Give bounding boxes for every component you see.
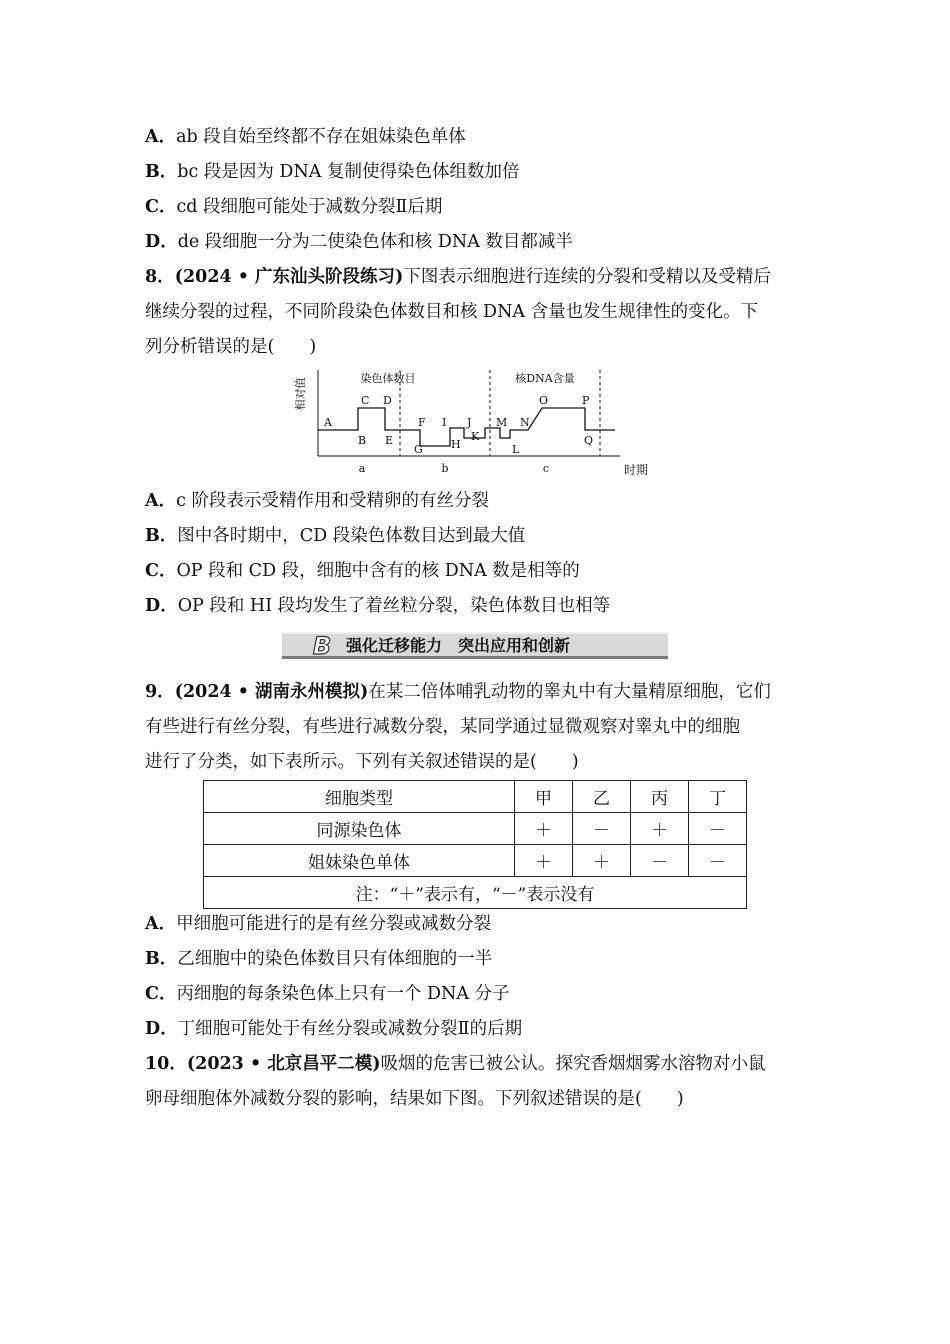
point-label: H bbox=[451, 438, 461, 451]
q8-stem-line-2: 继续分裂的过程，不同阶段染色体数目和核 DNA 含量也发生规律性的变化。下 bbox=[145, 302, 759, 322]
table-cell: ＋ bbox=[515, 813, 573, 845]
question-source: (2024 • 广东汕头阶段练习) bbox=[174, 267, 404, 287]
section-banner bbox=[282, 628, 668, 662]
stage-label: c bbox=[542, 462, 550, 475]
option-text: 丁细胞可能处于有丝分裂或减数分裂Ⅱ的后期 bbox=[177, 1019, 523, 1039]
point-label: D bbox=[383, 394, 392, 407]
point-label: K bbox=[471, 430, 480, 443]
point-label: N bbox=[520, 416, 530, 429]
q9-option-b: B．乙细胞中的染色体数目只有体细胞的一半 bbox=[145, 949, 493, 969]
banner-underline bbox=[282, 656, 668, 659]
q9-option-d: D．丁细胞可能处于有丝分裂或减数分裂Ⅱ的后期 bbox=[145, 1019, 523, 1039]
point-label: A bbox=[324, 416, 332, 429]
table-note: 注：“＋”表示有，“－”表示没有 bbox=[204, 877, 747, 909]
point-label: J bbox=[467, 416, 472, 429]
q7-option-c: C．cd 段细胞可能处于减数分裂Ⅱ后期 bbox=[145, 197, 443, 217]
table-cell: － bbox=[573, 813, 631, 845]
stage-label: a bbox=[358, 462, 366, 475]
option-text: 图中各时期中，CD 段染色体数目达到最大值 bbox=[177, 526, 526, 546]
point-label: B bbox=[358, 434, 367, 447]
table-note-row bbox=[204, 877, 747, 909]
point-label: L bbox=[512, 443, 520, 456]
title-right: 核DNA含量 bbox=[515, 372, 575, 385]
option-text: 乙细胞中的染色体数目只有体细胞的一半 bbox=[177, 949, 493, 969]
question-number: 9． bbox=[145, 682, 175, 702]
point-label: M bbox=[496, 416, 508, 429]
point-label: I bbox=[442, 416, 447, 429]
q9-stem-line-2: 有些进行有丝分裂，有些进行减数分裂，某同学通过显微观察对睾丸中的细胞 bbox=[145, 717, 740, 737]
option-key: C bbox=[145, 561, 159, 581]
table-cell: 姐妹染色单体 bbox=[204, 845, 515, 877]
q9-stem-line-3: 进行了分类，如下表所示。下列有关叙述错误的是( ) bbox=[145, 752, 579, 772]
option-key: B bbox=[145, 949, 160, 969]
table-header-row bbox=[204, 781, 747, 813]
banner-topline bbox=[282, 632, 668, 634]
cell-type-table bbox=[203, 780, 747, 909]
option-text: 甲细胞可能进行的是有丝分裂或减数分裂 bbox=[176, 914, 492, 934]
q8-stem-line-3: 列分析错误的是( ) bbox=[145, 337, 317, 357]
y-axis-label: 相对值 bbox=[294, 377, 307, 411]
option-key: B bbox=[145, 526, 160, 546]
chromosome-dna-figure bbox=[290, 364, 660, 480]
option-key: B bbox=[145, 162, 160, 182]
banner-letter: B bbox=[312, 632, 332, 660]
table-cell: － bbox=[689, 845, 747, 877]
option-key: C bbox=[145, 197, 159, 217]
point-label: F bbox=[418, 416, 426, 429]
point-label: P bbox=[582, 394, 590, 407]
q7-option-d: D．de 段细胞一分为二使染色体和核 DNA 数目都减半 bbox=[145, 232, 573, 252]
option-key: D bbox=[145, 232, 161, 252]
option-text: de 段细胞一分为二使染色体和核 DNA 数目都减半 bbox=[177, 232, 573, 252]
table-header-cell: 丁 bbox=[689, 781, 747, 813]
point-label: C bbox=[361, 394, 370, 407]
stage-label: b bbox=[441, 462, 449, 475]
stem-text: 下图表示细胞进行连续的分裂和受精以及受精后 bbox=[403, 267, 771, 287]
q8-option-a: A．c 阶段表示受精作用和受精卵的有丝分裂 bbox=[145, 491, 489, 511]
table-cell: 同源染色体 bbox=[204, 813, 515, 845]
table-cell: ＋ bbox=[573, 845, 631, 877]
option-text: OP 段和 HI 段均发生了着丝粒分裂，染色体数目也相等 bbox=[177, 596, 611, 616]
table-cell: ＋ bbox=[515, 845, 573, 877]
question-source: (2024 • 湖南永州模拟) bbox=[174, 682, 369, 702]
q10-stem-line-1 bbox=[145, 1052, 766, 1076]
table-header-cell: 丙 bbox=[631, 781, 689, 813]
option-key: C bbox=[145, 984, 159, 1004]
option-key: A bbox=[145, 127, 159, 147]
x-axis-label: 时期 bbox=[623, 463, 649, 477]
stem-text: 在某二倍体哺乳动物的睾丸中有大量精原细胞，它们 bbox=[368, 682, 771, 702]
option-key: A bbox=[145, 914, 159, 934]
table-cell: ＋ bbox=[631, 813, 689, 845]
point-label: O bbox=[539, 394, 549, 407]
banner-text: 强化迁移能力 突出应用和创新 bbox=[346, 636, 571, 655]
question-number: 10． bbox=[145, 1054, 187, 1074]
q8-option-d: D．OP 段和 HI 段均发生了着丝粒分裂，染色体数目也相等 bbox=[145, 596, 611, 616]
table-row bbox=[204, 813, 747, 845]
option-text: cd 段细胞可能处于减数分裂Ⅱ后期 bbox=[176, 197, 443, 217]
table-cell: － bbox=[689, 813, 747, 845]
point-label: G bbox=[414, 443, 423, 456]
q7-option-a: A．ab 段自始至终都不存在姐妹染色单体 bbox=[145, 127, 466, 147]
table-header-cell: 细胞类型 bbox=[204, 781, 515, 813]
option-text: ab 段自始至终都不存在姐妹染色单体 bbox=[176, 127, 466, 147]
option-text: 丙细胞的每条染色体上只有一个 DNA 分子 bbox=[176, 984, 510, 1004]
q7-option-b: B．bc 段是因为 DNA 复制使得染色体组数加倍 bbox=[145, 162, 520, 182]
question-number: 8． bbox=[145, 267, 175, 287]
q10-stem-line-2: 卵母细胞体外减数分裂的影响，结果如下图。下列叙述错误的是( ) bbox=[145, 1089, 684, 1109]
q9-stem-line-1 bbox=[145, 680, 771, 704]
table-row bbox=[204, 845, 747, 877]
option-key: D bbox=[145, 596, 161, 616]
q9-option-c: C．丙细胞的每条染色体上只有一个 DNA 分子 bbox=[145, 984, 510, 1004]
option-text: bc 段是因为 DNA 复制使得染色体组数加倍 bbox=[177, 162, 520, 182]
title-left: 染色体数目 bbox=[360, 372, 416, 385]
q8-stem-line-1 bbox=[145, 265, 771, 289]
q8-option-c: C．OP 段和 CD 段，细胞中含有的核 DNA 数是相等的 bbox=[145, 561, 580, 581]
table-header-cell: 乙 bbox=[573, 781, 631, 813]
stem-text: 吸烟的危害已被公认。探究香烟烟雾水溶物对小鼠 bbox=[380, 1054, 766, 1074]
option-key: D bbox=[145, 1019, 161, 1039]
point-label: Q bbox=[584, 434, 594, 447]
option-text: OP 段和 CD 段，细胞中含有的核 DNA 数是相等的 bbox=[176, 561, 580, 581]
table-cell: － bbox=[631, 845, 689, 877]
table-header-cell: 甲 bbox=[515, 781, 573, 813]
q8-option-b: B．图中各时期中，CD 段染色体数目达到最大值 bbox=[145, 526, 526, 546]
q9-option-a: A．甲细胞可能进行的是有丝分裂或减数分裂 bbox=[145, 914, 492, 934]
question-source: (2023 • 北京昌平二模) bbox=[186, 1054, 381, 1074]
option-key: A bbox=[145, 491, 159, 511]
point-labels bbox=[323, 394, 593, 456]
point-label: E bbox=[385, 434, 394, 447]
option-text: c 阶段表示受精作用和受精卵的有丝分裂 bbox=[176, 491, 489, 511]
